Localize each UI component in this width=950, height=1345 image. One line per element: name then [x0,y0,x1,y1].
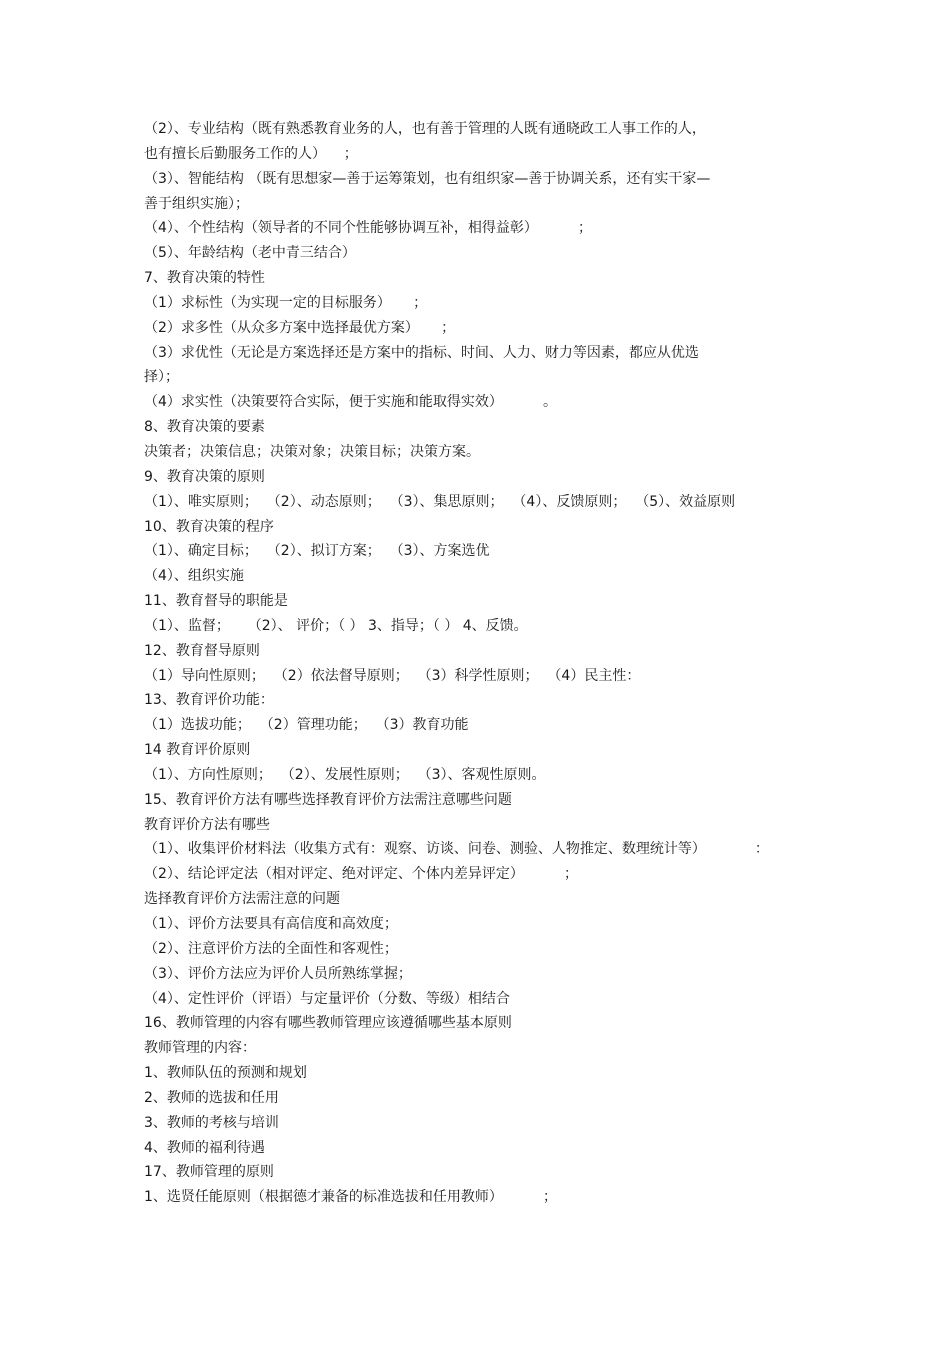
section-heading: 16、教师管理的内容有哪些教师管理应该遵循哪些基本原则 [144,1015,512,1032]
text-line: （1）、监督； （2）、 评价；（ ） 3、指导；（ ） 4、反馈。 [144,617,528,634]
text-line: 教育评价方法有哪些 [144,816,270,833]
text-line: （1）、评价方法要具有高信度和高效度； [144,916,398,932]
text-line: 2、教师的选拔和任用 [144,1089,279,1106]
text-line: （3）求优性（无论是方案选择还是方案中的指标、时间、人力、财力等因素，都应从优选 [144,344,699,361]
section-heading: 12、教育督导原则 [144,642,260,659]
text-line: 也有擅长后勤服务工作的人） ； [144,145,358,162]
section-heading: 7、教育决策的特性 [144,270,265,287]
text-line: （2）、结论评定法（相对评定、绝对评定、个体内差异评定） ； [144,866,578,883]
document-body [144,117,864,1210]
text-line: （3）、评价方法应为评价人员所熟练掌握； [144,965,412,982]
text-line: 4、教师的福利待遇 [144,1139,265,1156]
section-heading: 13、教育评价功能： [144,692,274,709]
text-line: （1）、收集评价材料法（收集方式有：观察、访谈、问卷、测验、人物推定、数理统计等） ： [144,841,769,858]
text-line: 3、教师的考核与培训 [144,1114,279,1131]
section-heading: 14 教育评价原则 [144,742,251,759]
text-line: （2）、注意评价方法的全面性和客观性； [144,940,398,957]
text-line: 教师管理的内容： [144,1040,256,1057]
text-line: （1）求标性（为实现一定的目标服务） ； [144,294,428,311]
section-heading: 8、教育决策的要素 [144,419,265,436]
text-line: （1）导向性原则； （2）依法督导原则； （3）科学性原则； （4）民主性： [144,667,641,684]
text-line: （1）、方向性原则； （2）、发展性原则； （3）、客观性原则。 [144,766,546,783]
text-line: 善于组织实施）； [144,195,249,212]
text-line: 决策者；决策信息；决策对象；决策目标；决策方案。 [144,443,480,460]
text-line: （1）选拔功能； （2）管理功能； （3）教育功能 [144,717,469,734]
text-line: （2）求多性（从众多方案中选择最优方案） ； [144,319,456,336]
text-line: （4）、组织实施 [144,568,244,585]
text-line: （1）、确定目标； （2）、拟订方案； （3）、方案选优 [144,543,490,560]
text-line: （4）、定性评价（评语）与定量评价（分数、等级）相结合 [144,990,510,1007]
section-heading: 15、教育评价方法有哪些选择教育评价方法需注意哪些问题 [144,791,512,808]
section-heading: 17、教师管理的原则 [144,1164,274,1181]
text-line: 择）； [144,369,179,386]
section-heading: 9、教育决策的原则 [144,468,265,485]
text-line: （4）求实性（决策要符合实际，便于实施和能取得实效） 。 [144,394,557,411]
section-heading: 10、教育决策的程序 [144,518,274,535]
text-line: 选择教育评价方法需注意的问题 [144,891,340,908]
section-heading: 11、教育督导的职能是 [144,593,288,610]
text-line: （5）、年龄结构（老中青三结合） [144,245,356,262]
text-line: （4）、个性结构（领导者的不同个性能够协调互补，相得益彰） ； [144,220,592,237]
text-line: （2）、专业结构（既有熟悉教育业务的人，也有善于管理的人既有通晓政工人事工作的人， [144,121,706,137]
text-line: （3）、智能结构 （既有思想家—善于运筹策划，也有组织家—善于协调关系，还有实干家— [144,170,711,187]
text-line: （1）、唯实原则； （2）、动态原则； （3）、集思原则； （4）、反馈原则； （5）、效益原则 [144,493,736,510]
text-line: 1、选贤任能原则（根据德才兼备的标准选拔和任用教师） ； [144,1189,557,1206]
text-line: 1、教师队伍的预测和规划 [144,1065,307,1082]
